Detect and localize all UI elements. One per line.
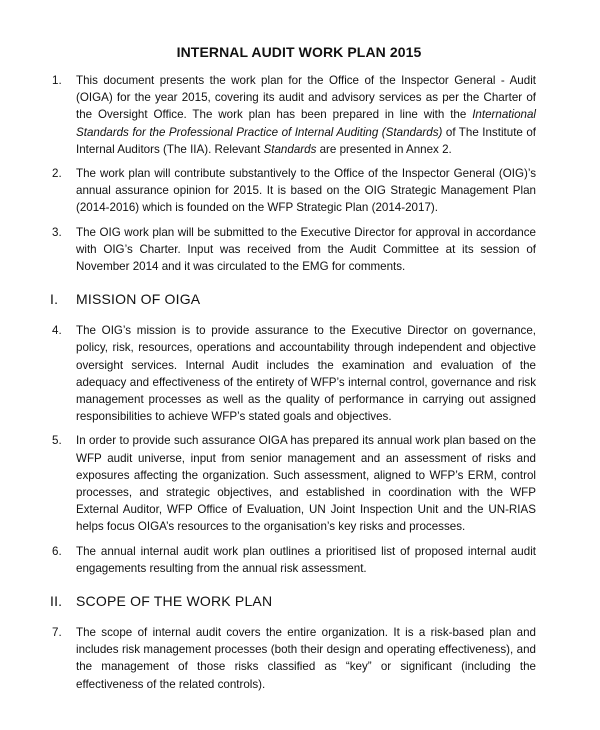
section-number: I. (50, 291, 59, 308)
italic-text-run: International Standards for the Professional Practice of Internal Auditing (Standards) (76, 108, 536, 139)
italic-text-run: Standards (263, 142, 317, 156)
paragraph-number: 4. (52, 324, 62, 338)
text-run: This document presents the work plan for the Office of the Inspector General - Audit (OIGA) for the year 2015, covering its audit and advisory services as per the Charter of the Oversight Office. The work plan has been prepared in line with the (76, 74, 536, 122)
numbered-paragraph (50, 165, 536, 217)
paragraph-text (76, 322, 536, 425)
paragraph-number: 7. (52, 626, 62, 640)
section-title: SCOPE OF THE WORK PLAN (76, 593, 273, 610)
numbered-paragraph (50, 72, 536, 158)
text-run: In order to provide such assurance OIGA has prepared its annual work plan based on the WFP audit universe, input from senior management and an assessment of risks and exposures affecting the organization. Such assessment, aligned to WFP’s ERM, control processes, and strategic objectives, and established in coordination with the WFP External Auditor, WFP Office of Evaluation, UN Joint Inspection Unit and the UN-RIAS helps focus OIGA’s resources to the organisation’s key risks and processes. (76, 434, 536, 534)
text-run: The work plan will contribute substantively to the Office of the Inspector General (OIG)’s annual assurance opinion for 2015. It is based on the OIG Strategic Management Plan (2014-2016) which is founded on the WFP Strategic Plan (2014-2017). (76, 167, 536, 215)
text-run: The scope of internal audit covers the entire organization. It is a risk-based plan and includes risk management processes (both their design and operating effectiveness), and the management of those risks classified as “key” or significant (including the effectiveness of the related controls). (76, 626, 536, 691)
paragraph-number: 1. (52, 74, 62, 87)
text-run: The annual internal audit work plan outlines a prioritised list of proposed internal audit engagements resulting from the annual risk assessment. (76, 544, 536, 575)
document-title: INTERNAL AUDIT WORK PLAN 2015 (176, 44, 422, 60)
text-run: of The Institute of Internal Auditors (The IIA). Relevant (76, 125, 537, 156)
page-cutoff-fade (0, 716, 600, 730)
paragraph-text (76, 543, 536, 577)
paragraph-text (76, 224, 536, 276)
intro-paragraphs (50, 72, 536, 275)
paragraph-text (76, 165, 536, 217)
section-heading-mission (50, 291, 536, 307)
numbered-paragraph (50, 624, 536, 693)
text-run: The OIG’s mission is to provide assurance to the Executive Director on governance, policy, risk, resources, operations and accountability through independent and objective oversight services. Internal Audit includes the examination and evaluation of the adequacy and effectiveness of the entirety of WFP’s internal control, governance and risk management processes as well as the quality of performance in carrying out assigned responsibilities to achieve WFP’s stated goals and objectives. (76, 324, 536, 424)
section-title: MISSION OF OIGA (76, 291, 201, 308)
numbered-paragraph (50, 224, 536, 276)
paragraph-number: 3. (52, 225, 62, 239)
text-run: The OIG work plan will be submitted to the Executive Director for approval in accordance with OIG’s Charter. Input was received from the Audit Committee at its session of November 2014 and it was circulated to the EMG for comments. (76, 225, 536, 274)
paragraph-text (76, 432, 536, 535)
numbered-paragraph (50, 322, 536, 425)
paragraph-text (76, 72, 536, 158)
mission-paragraphs (50, 322, 536, 577)
paragraph-number: 2. (52, 167, 62, 181)
paragraph-number: 5. (52, 434, 62, 448)
section-heading-scope (50, 593, 536, 609)
paragraph-text (76, 624, 536, 693)
scope-paragraphs (50, 624, 536, 693)
numbered-paragraph (50, 543, 536, 577)
paragraph-number: 6. (52, 544, 62, 558)
section-number: II. (50, 593, 63, 610)
text-run: are presented in Annex 2. (316, 142, 452, 156)
numbered-paragraph (50, 432, 536, 535)
